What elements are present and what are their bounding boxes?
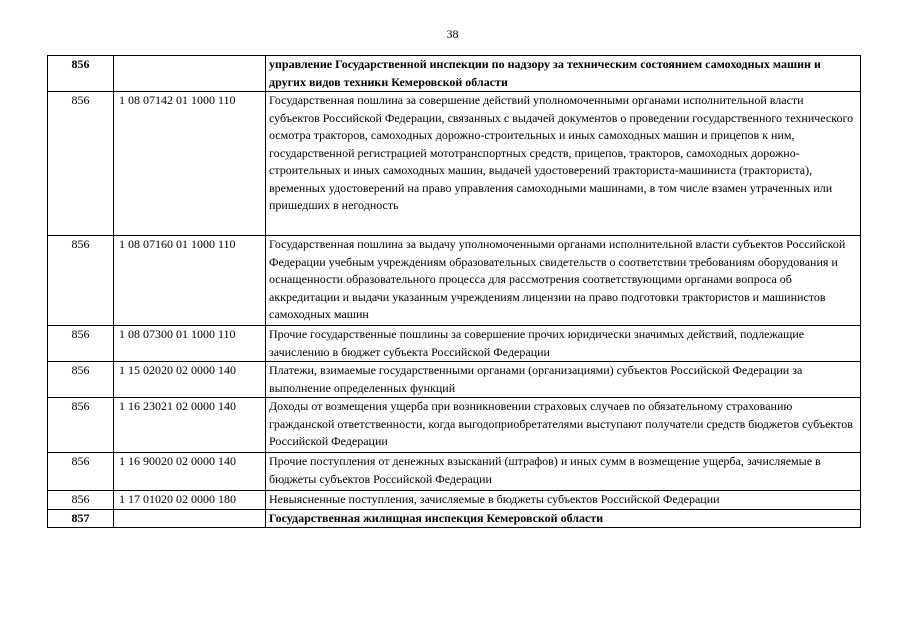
income-name-cell: управление Государственной инспекции по надзору за техническим состоянием самоходных машин и других видов техники Кемеровской области [266, 56, 861, 92]
budget-code-cell: 1 08 07300 01 1000 110 [114, 326, 266, 362]
table-section-header-row [48, 56, 861, 92]
budget-code-cell: 1 08 07142 01 1000 110 [114, 92, 266, 236]
table-row [48, 362, 861, 398]
admin-code-cell: 856 [48, 56, 114, 92]
admin-code-cell: 856 [48, 491, 114, 510]
budget-code-cell: 1 17 01020 02 0000 180 [114, 491, 266, 510]
income-name-cell: Прочие поступления от денежных взысканий (штрафов) и иных сумм в возмещение ущерба, зачисляемые в бюджеты субъектов Российской Федерации [266, 453, 861, 491]
admin-code-cell: 856 [48, 92, 114, 236]
income-name-cell: Платежи, взимаемые государственными органами (организациями) субъектов Российской Федерации за выполнение определенных функций [266, 362, 861, 398]
table-row [48, 398, 861, 453]
admin-code-cell: 856 [48, 236, 114, 326]
income-name-cell: Государственная жилищная инспекция Кемеровской области [266, 509, 861, 528]
budget-code-cell [114, 509, 266, 528]
budget-code-cell [114, 56, 266, 92]
admin-code-cell: 856 [48, 453, 114, 491]
table-section-header-row [48, 509, 861, 528]
table-row [48, 453, 861, 491]
admin-code-cell: 856 [48, 362, 114, 398]
admin-code-cell: 856 [48, 398, 114, 453]
table-row [48, 491, 861, 510]
income-name-cell: Государственная пошлина за выдачу уполномоченными органами исполнительной власти субъектов Российской Федерации учебным учреждениям образовательных свидетельств о соответствии требованиям оборудования и оснащенности образовательного процесса для рассмотрения соответствующими органами вопроса об аккредитации и выдачи указанным учреждениям лицензии на право подготовки трактористов и машинистов самоходных машин [266, 236, 861, 326]
income-name-cell: Невыясненные поступления, зачисляемые в бюджеты субъектов Российской Федерации [266, 491, 861, 510]
page-number: 38 [446, 27, 459, 41]
admin-code-cell: 856 [48, 326, 114, 362]
budget-code-cell: 1 16 23021 02 0000 140 [114, 398, 266, 453]
table-body [48, 56, 861, 528]
table-row [48, 92, 861, 236]
income-name-cell: Государственная пошлина за совершение действий уполномоченными органами исполнительной власти субъектов Российской Федерации, связанных с выдачей документов о проведении государственного технического осмотра тракторов, самоходных дорожно-строительных и иных самоходных машин и прицепов к ним, государственной регистрацией мототранспортных средств, прицепов, тракторов, самоходных дорожно-строительных и иных самоходных машин, выдачей удостоверений тракториста-машиниста (тракториста), временных удостоверений на право управления самоходными машинами, в том числе взамен утраченных или пришедших в негодность [266, 92, 861, 236]
income-name-cell: Прочие государственные пошлины за совершение прочих юридически значимых действий, подлежащие зачислению в бюджет субъекта Российской Федерации [266, 326, 861, 362]
budget-code-cell: 1 16 90020 02 0000 140 [114, 453, 266, 491]
budget-classification-table [47, 55, 861, 528]
budget-code-cell: 1 15 02020 02 0000 140 [114, 362, 266, 398]
table-row [48, 326, 861, 362]
income-name-cell: Доходы от возмещения ущерба при возникновении страховых случаев по обязательному страхованию гражданской ответственности, когда выгодоприобретателями выступают получатели средств бюджетов субъектов Российской Федерации [266, 398, 861, 453]
table-row [48, 236, 861, 326]
budget-code-cell: 1 08 07160 01 1000 110 [114, 236, 266, 326]
admin-code-cell: 857 [48, 509, 114, 528]
